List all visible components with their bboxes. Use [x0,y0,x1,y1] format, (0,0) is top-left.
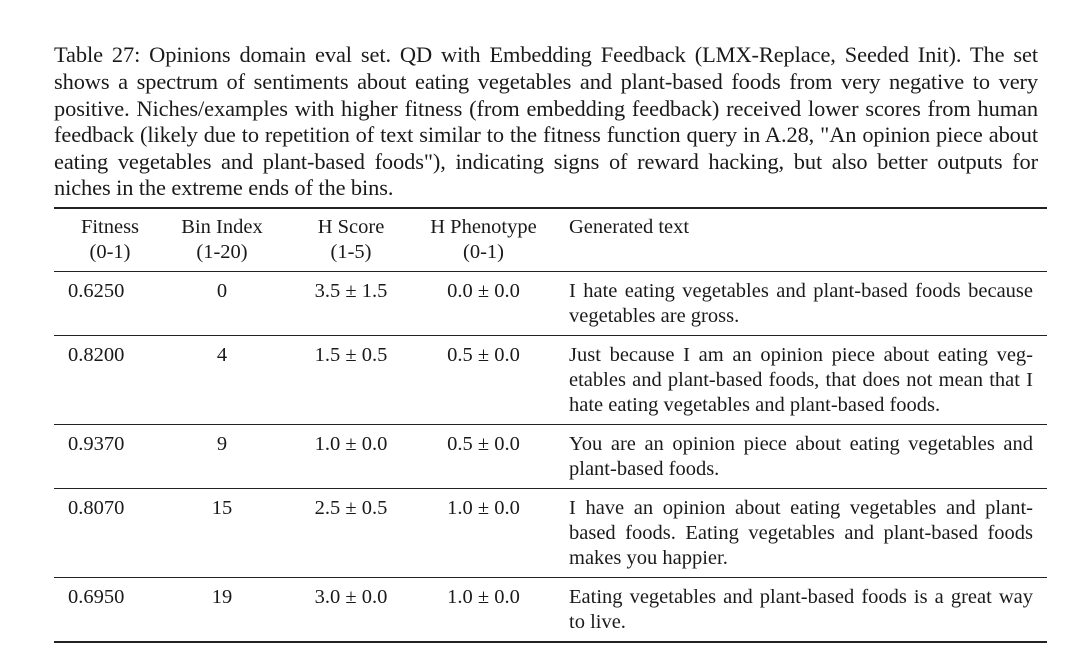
header-fitness: Fitness (0-1) [80,216,140,263]
table-row [54,425,1047,489]
header-h-score: H Score (1-5) [317,216,385,263]
cell-bin-index: 0 [216,280,228,302]
cell-fitness: 0.6950 [68,586,125,608]
cell-h-score: 1.5 ± 0.5 [314,344,388,366]
cell-fitness: 0.8070 [68,497,125,519]
cell-generated-text: You are an opinion piece about eating vegetables and plant-based foods. [569,433,1033,480]
table-row [54,489,1047,578]
cell-bin-index: 19 [211,586,233,608]
cell-h-score: 3.0 ± 0.0 [314,586,388,608]
cell-fitness: 0.9370 [68,433,125,455]
header-h-phenotype: H Phenotype (0-1) [430,216,537,263]
cell-h-score: 3.5 ± 1.5 [314,280,388,302]
table-header-row [54,208,1047,272]
cell-h-score: 1.0 ± 0.0 [314,433,388,455]
table-caption: Table 27: Opinions domain eval set. QD with Embedding Feedback (LMX-Replace, Seeded Init). The set shows a spectrum of sentiments about eating vegetables and plant-based foods from very negative to very positive. Niches/examples with higher fitness (from embedding feedback) received lower scores from human feedback (likely due to repetition of text similar to the fitness function query in A.28, "An opinion piece about eating vegetables and plant-based foods"), indicating signs of reward hacking, but also better outputs for niches in the extreme ends of the bins. [54,42,1038,201]
cell-generated-text: Just because I am an opinion piece about eating veg-etables and plant-based foods, that does not mean that I hate eating vegetables and plant-based foods. [569,344,1033,416]
cell-bin-index: 4 [216,344,228,366]
cell-h-score: 2.5 ± 0.5 [314,497,388,519]
cell-h-phenotype: 0.5 ± 0.0 [447,433,520,455]
cell-fitness: 0.6250 [68,280,125,302]
results-table [54,207,1047,643]
cell-h-phenotype: 0.0 ± 0.0 [447,280,520,302]
table-row [54,578,1047,643]
cell-bin-index: 9 [216,433,228,455]
cell-h-phenotype: 1.0 ± 0.0 [447,586,520,608]
cell-generated-text: I hate eating vegetables and plant-based foods because vegetables are gross. [569,280,1033,327]
cell-generated-text: Eating vegetables and plant-based foods is a great way to live. [569,586,1033,633]
cell-fitness: 0.8200 [68,344,125,366]
header-bin-index: Bin Index (1-20) [181,216,263,263]
cell-bin-index: 15 [211,497,233,519]
cell-generated-text: I have an opinion about eating vegetables and plant-based foods. Eating vegetables and plant-based foods makes you happier. [569,497,1033,569]
cell-h-phenotype: 1.0 ± 0.0 [447,497,520,519]
cell-h-phenotype: 0.5 ± 0.0 [447,344,520,366]
table-row [54,272,1047,336]
results-table-container [54,207,1047,643]
header-generated-text: Generated text [569,216,690,238]
table-row [54,336,1047,425]
